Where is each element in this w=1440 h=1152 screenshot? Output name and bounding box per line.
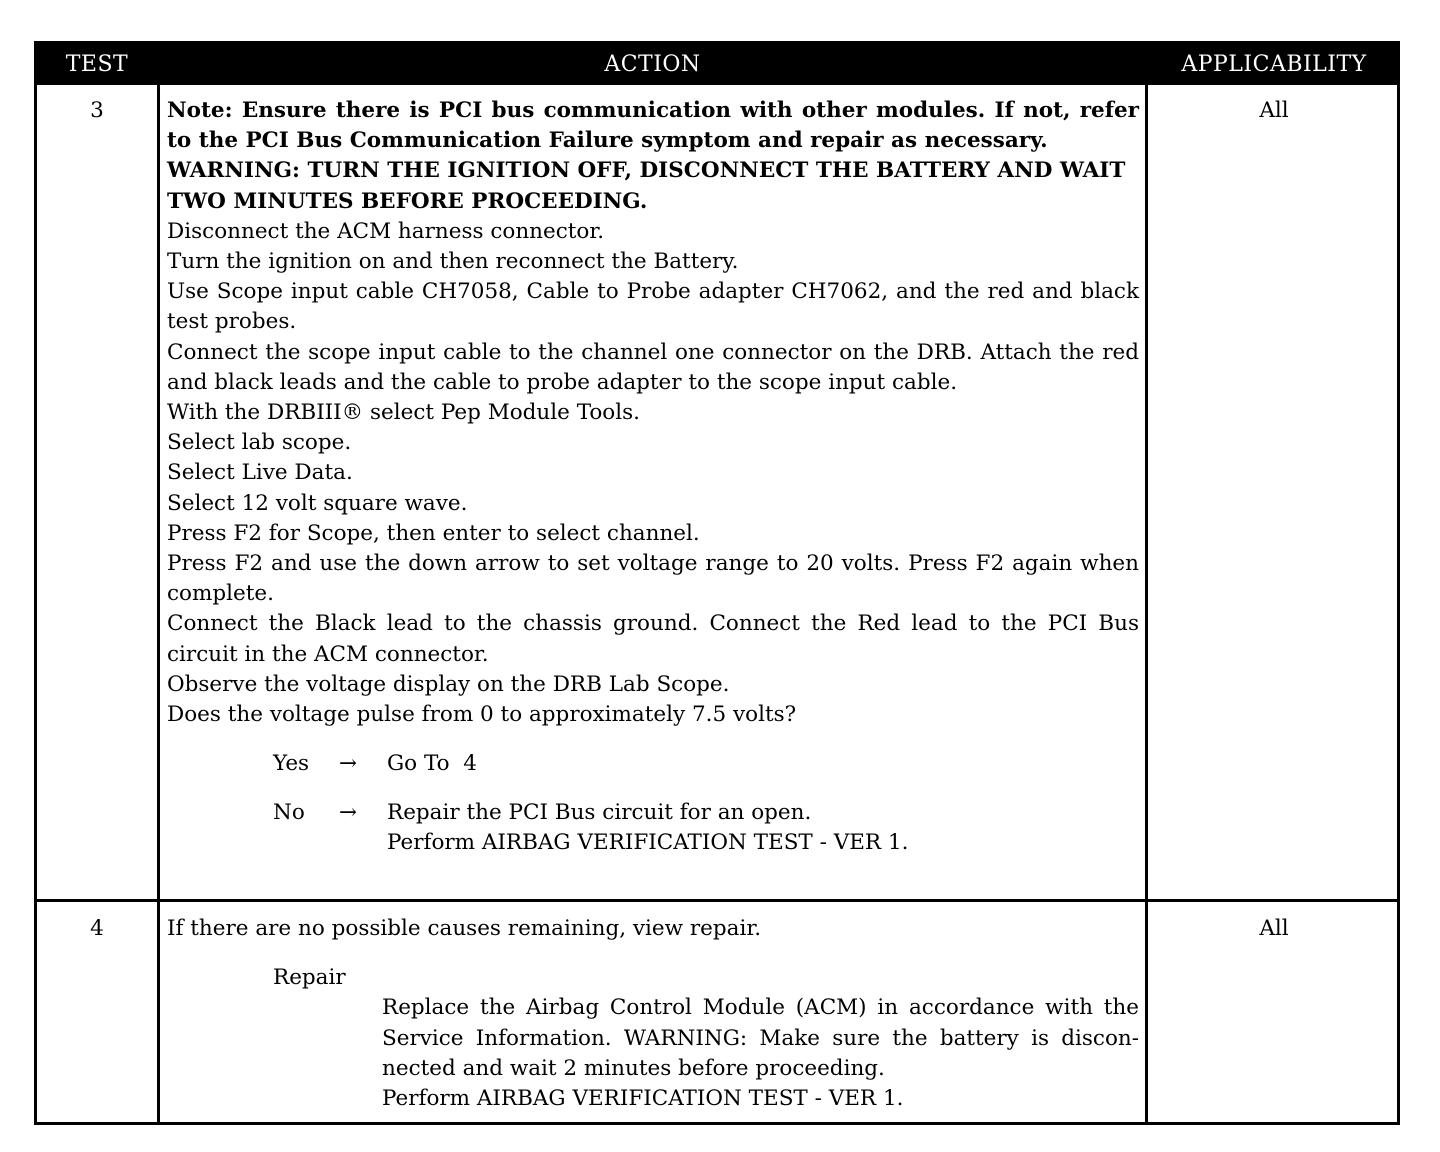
diagnostic-table	[34, 41, 1400, 1125]
note-text: Note: Ensure there is PCI bus communication with other modules. If not, refer to the PCI Bus Communication Failure symptom and repair as necessary.	[167, 98, 1139, 154]
step: Select 12 volt square wave.	[167, 490, 468, 516]
repair-label: Repair	[273, 965, 346, 991]
no-label: No	[273, 800, 305, 826]
row-divider	[37, 899, 1397, 902]
column-divider	[1145, 85, 1148, 1125]
header-applicability: APPLICABILITY	[1181, 52, 1367, 77]
step: Connect the Black lead to the chassis ground. Connect the Red lead to the PCI Bus circuit in the ACM connector.	[167, 611, 1139, 667]
arrow-right-icon: →	[339, 751, 358, 777]
no-branch	[167, 798, 1139, 828]
step: Use Scope input cable CH7058, Cable to Probe adapter CH7062, and the red and black test probes.	[167, 279, 1139, 335]
step: Does the voltage pulse from 0 to approximately 7.5 volts?	[167, 702, 797, 728]
no-result-line2: Perform AIRBAG VERIFICATION TEST - VER 1.	[387, 830, 909, 856]
step: Press F2 for Scope, then enter to select channel.	[167, 520, 700, 546]
yes-branch	[167, 749, 1139, 779]
test-number: 4	[90, 916, 104, 941]
header-test: TEST	[65, 52, 129, 77]
step: Turn the ignition on and then reconnect the Battery.	[167, 249, 739, 275]
repair-intro: If there are no possible causes remaining, view repair.	[167, 916, 762, 941]
action-cell	[167, 96, 1139, 858]
header-action: ACTION	[604, 52, 701, 77]
test-number: 3	[90, 98, 104, 123]
step: Select Live Data.	[167, 460, 353, 486]
repair-text: Replace the Airbag Control Module (ACM) in accordance with the Service Information. WARNING: Make sure the battery is discon-nected and wait 2 minutes before proceeding.	[382, 995, 1139, 1081]
applicability-value: All	[1259, 916, 1289, 941]
repair-verify: Perform AIRBAG VERIFICATION TEST - VER 1.	[382, 1086, 904, 1112]
yes-result: Go To 4	[387, 751, 477, 777]
step: Select lab scope.	[167, 430, 352, 456]
action-cell	[167, 914, 1139, 1114]
arrow-right-icon: →	[339, 800, 358, 826]
step: Observe the voltage display on the DRB Lab Scope.	[167, 671, 730, 697]
warning-text: WARNING: TURN THE IGNITION OFF, DISCONNECT THE BATTERY AND WAIT TWO MINUTES BEFORE PROCEEDING.	[167, 158, 1126, 214]
no-branch-continued	[167, 828, 1139, 858]
step: With the DRBIII® select Pep Module Tools.	[167, 400, 640, 426]
table-header	[37, 44, 1397, 85]
column-divider	[157, 85, 160, 1125]
yes-label: Yes	[273, 751, 310, 777]
step: Disconnect the ACM harness connector.	[167, 218, 605, 244]
step: Press F2 and use the down arrow to set voltage range to 20 volts. Press F2 again when complete.	[167, 551, 1139, 607]
applicability-value: All	[1259, 98, 1289, 123]
no-result-line1: Repair the PCI Bus circuit for an open.	[387, 800, 812, 826]
step: Connect the scope input cable to the channel one connector on the DRB. Attach the red and black leads and the cable to probe adapter to the scope input cable.	[167, 339, 1139, 395]
